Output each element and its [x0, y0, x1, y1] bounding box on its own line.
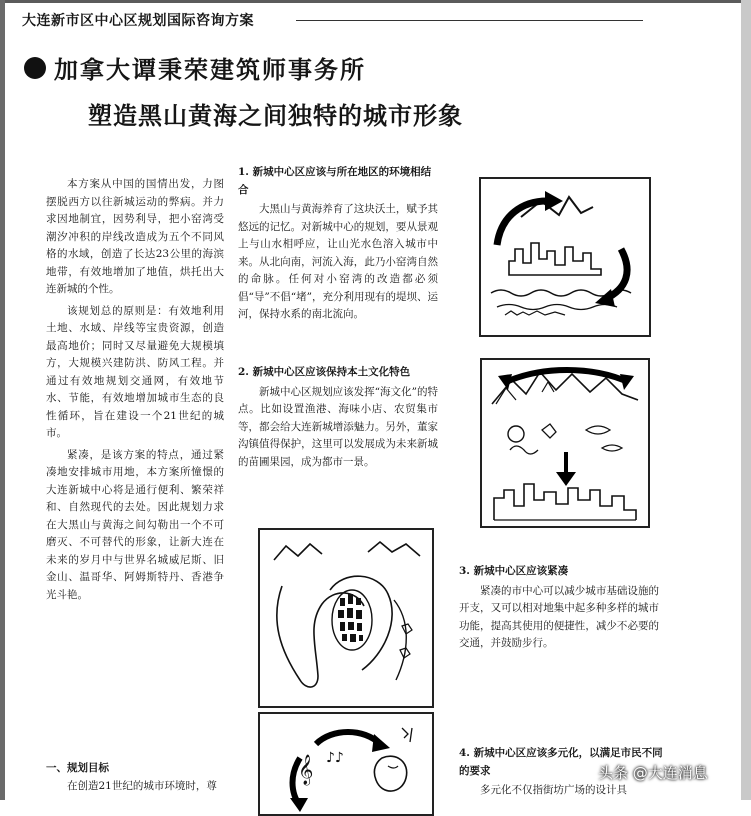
article-title: 塑造黑山黄海之间独特的城市形象: [88, 101, 463, 130]
watermark: 头条 @大连消息: [598, 764, 708, 782]
intro-paragraph: 本方案从中国的国情出发，力图摆脱西方以往新城运动的弊病。并力求因地制宜，因势利导，把小窑湾受潮汐冲积的岸线改造成为五个不同风格的水域，创造了长达23公里的海滨地带，有效地增加了地值，烘托出大连新城的个性。: [46, 178, 224, 295]
sketch-diversity-drawing: [260, 714, 432, 814]
page-frame-left: [0, 0, 5, 800]
section-heading: 2. 新城中心区应该保持本土文化特色: [238, 366, 411, 378]
intro-paragraph: 紧凑，是该方案的特点，通过紧凑地安排城市用地，本方案所憧憬的大连新城中心将是通行便利、繁荣祥和、自然现代的去处。因此规划力求在大黑山与黄海之间勾勒出一个不可磨灭、不可替代的形象，让新大连在未来的岁月中与世界名城威尼斯、旧金山、温哥华、阿姆斯特丹、香港争光斗艳。: [46, 448, 224, 601]
section-heading: 1. 新城中心区应该与所在地区的环境相结合: [238, 166, 432, 196]
header-rule: [296, 20, 643, 21]
sketch-local-culture-drawing: [482, 360, 648, 526]
svg-text:𝄞: 𝄞: [298, 755, 314, 785]
page-frame-right: [741, 0, 751, 800]
goals-body: 在创造21世纪的城市环境时，尊: [67, 779, 217, 792]
sketch-compact-core: [258, 528, 434, 708]
section-heading: 4. 新城中心区应该多元化，以满足市民不同的要求: [459, 747, 663, 777]
sketch-mountain-sea-drawing: [481, 179, 649, 335]
section-body: 紧凑的市中心可以减少城市基础设施的开支，又可以相对地集中起多种多样的城市功能，提高其使用的便捷性，减少不必要的交通，并鼓励步行。: [459, 584, 659, 649]
sketch-local-culture: [480, 358, 650, 528]
section-body: 新城中心区规划应该发挥“海文化”的特点。比如设置渔港、海味小店、农贸集市等，都会给大连新城增添魅力。另外，董家沟镇值得保护，这里可以发展成为未来新城的苗圃果园，成为都市一景。: [238, 385, 438, 468]
sketch-diversity: [258, 712, 434, 816]
section-body: 大黑山与黄海养育了这块沃土，赋予其悠远的记忆。对新城中心的规划，要从景观上与山水相呼应，让山光水色溶入城市中来。从北向南，河流入海，此乃小窑湾自然的命脉。任何对小窑湾的改造都必须倡“导”不倡“堵”，充分利用现有的堤坝、运河，保持水系的南北流向。: [238, 203, 438, 320]
sketch-mountain-sea: [479, 177, 651, 337]
goals-heading: 一、规划目标: [46, 762, 109, 774]
section-heading: 3. 新城中心区应该紧凑: [459, 565, 569, 577]
bullet-icon: [24, 57, 46, 79]
intro-paragraph: 该规划总的原则是：有效地利用土地、水域、岸线等宝贵资源，创造最高地价；同时又尽量避免大规模填方，大规模兴建防洪、防风工程。并通过有效地规划交通网，有效地节水、节能，有效地增加城市生态的良性循环，旨在建设一个21世纪的城市。: [46, 304, 224, 439]
section-environment: [238, 164, 438, 324]
intro-column: [46, 176, 224, 608]
running-title: 大连新市区中心区规划国际咨询方案: [22, 13, 254, 29]
section-compact: [459, 563, 659, 653]
section-local-culture: [238, 364, 438, 471]
goals-section: [46, 760, 224, 795]
sketch-compact-core-drawing: [260, 530, 432, 706]
page-frame-top: [0, 0, 751, 3]
svg-text:♪♪: ♪♪: [326, 750, 344, 766]
firm-heading: [24, 50, 366, 85]
section-body: 多元化不仅指街坊广场的设计具: [480, 784, 627, 796]
firm-name: 加拿大谭秉荣建筑师事务所: [54, 55, 366, 84]
